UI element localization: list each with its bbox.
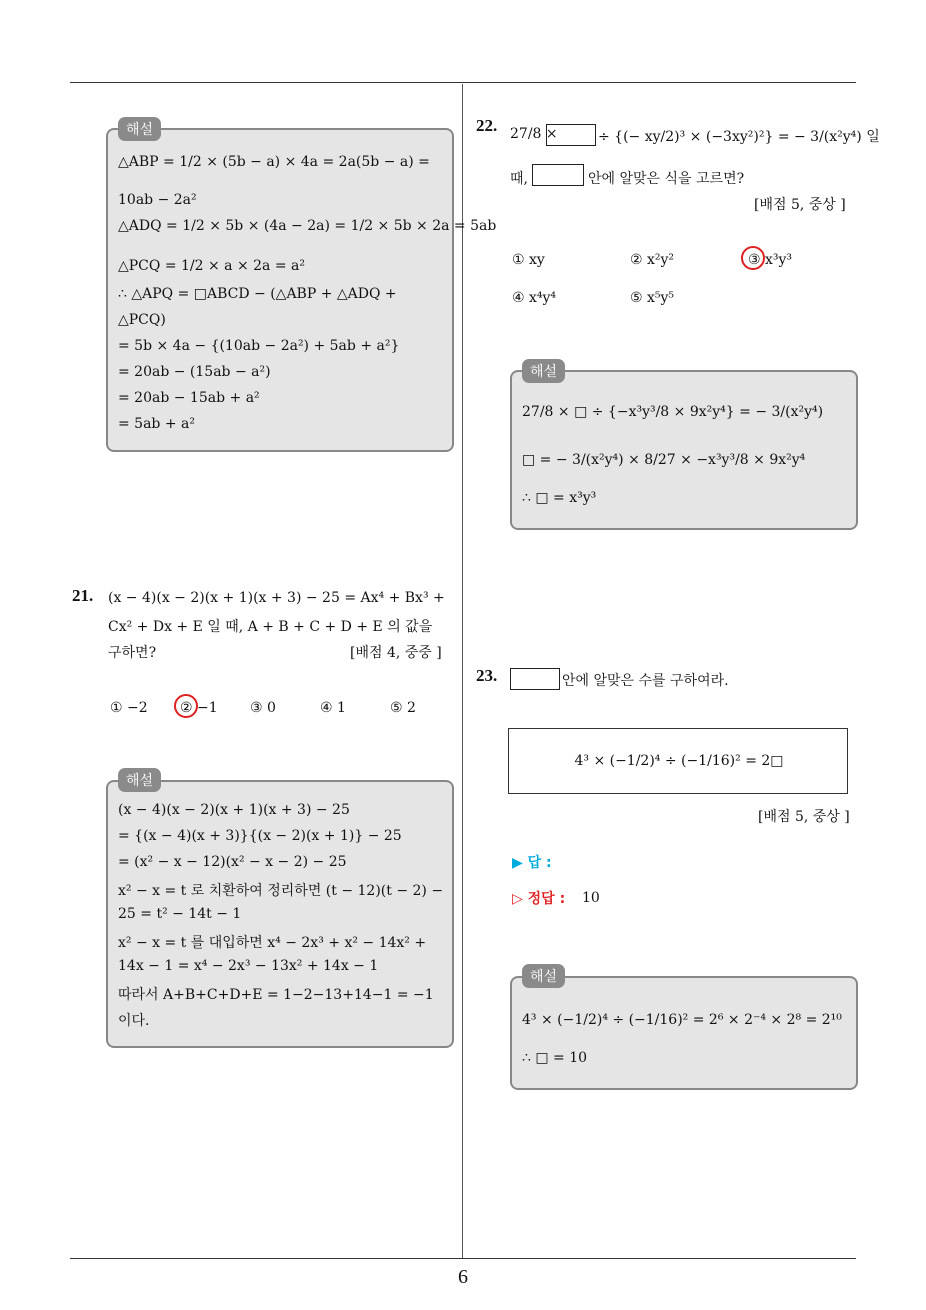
q22-solution-line-2: □ = − 3/(x²y⁴) × 8/27 × −x³y³/8 × 9x²y⁴ bbox=[522, 452, 806, 468]
q23-solution-line-1: 4³ × (−1/2)⁴ ÷ (−1/16)² = 2⁶ × 2⁻⁴ × 2⁸ = 2¹⁰ bbox=[522, 1012, 842, 1028]
q22-solution-box bbox=[510, 370, 858, 530]
q21-question-line-3: 구하면? bbox=[108, 645, 157, 661]
q23-expression-box bbox=[508, 728, 848, 794]
q21-solution-line-7: 14x − 1 = x⁴ − 2x³ − 13x² + 14x − 1 bbox=[118, 958, 379, 974]
q22-number: 22. bbox=[476, 116, 498, 135]
q20-solution-line-9: = 20ab − 15ab + a² bbox=[118, 390, 260, 406]
q21-option-5[interactable]: ⑤ 2 bbox=[390, 700, 416, 716]
q21-option-1[interactable]: ① −2 bbox=[110, 700, 148, 716]
q20-solution-line-1: △ABP = 1/2 × (5b − a) × 4a = 2a(5b − a) = bbox=[118, 154, 430, 170]
q20-solution-line-8: = 20ab − (15ab − a²) bbox=[118, 364, 271, 380]
q23-question: 안에 알맞은 수를 구하여라. bbox=[562, 673, 729, 689]
q23-number: 23. bbox=[476, 666, 498, 685]
q22-option-3[interactable]: ③ x³y³ bbox=[748, 252, 793, 268]
q23-solution-line-2: ∴ □ = 10 bbox=[522, 1050, 588, 1066]
q20-solution-line-6: △PCQ) bbox=[118, 312, 166, 328]
q20-solution-line-5: ∴ △APQ = □ABCD − (△ABP + △ADQ + bbox=[118, 286, 397, 302]
q21-meta: [배점 4, 중중 ] bbox=[350, 645, 442, 661]
q21-solution-line-9: 이다. bbox=[118, 1013, 150, 1029]
q22-meta: [배점 5, 중상 ] bbox=[754, 197, 846, 213]
q22-option-2[interactable]: ② x²y² bbox=[630, 252, 675, 268]
bottom-rule bbox=[70, 1258, 856, 1259]
q23-correct-label: ▷ 정답 : bbox=[512, 891, 566, 907]
q23-answer-label: ▶ 답 : bbox=[512, 855, 552, 871]
q22-solution-line-3: ∴ □ = x³y³ bbox=[522, 490, 597, 506]
q21-solution-line-8: 따라서 A+B+C+D+E = 1−2−13+14−1 = −1 bbox=[118, 987, 434, 1003]
q22-selected-mark bbox=[741, 246, 765, 270]
q21-selected-mark bbox=[174, 694, 198, 718]
q22-option-1[interactable]: ① xy bbox=[512, 252, 545, 268]
q20-solution-line-4: △PCQ = 1/2 × a × 2a = a² bbox=[118, 258, 305, 274]
q23-explain-tag: 해설 bbox=[522, 964, 565, 988]
q22-blank-box[interactable] bbox=[546, 124, 596, 146]
q22-line1-part-b: ÷ {(− xy/2)³ × (−3xy²)²} = − 3/(x²y⁴) 일 bbox=[598, 129, 880, 145]
q21-number: 21. bbox=[72, 586, 94, 605]
q23-expression: 4³ × (−1/2)⁴ ÷ (−1/16)² = 2□ bbox=[574, 753, 784, 769]
q21-solution-line-6: x² − x = t 를 대입하면 x⁴ − 2x³ + x² − 14x² + bbox=[118, 935, 427, 951]
q21-solution-line-1: (x − 4)(x − 2)(x + 1)(x + 3) − 25 bbox=[118, 802, 350, 818]
q20-explain-tag: 해설 bbox=[118, 117, 161, 141]
q20-solution-line-10: = 5ab + a² bbox=[118, 416, 195, 432]
q22-option-5[interactable]: ⑤ x⁵y⁵ bbox=[630, 290, 675, 306]
q21-solution-box bbox=[106, 780, 454, 1048]
top-rule bbox=[70, 82, 856, 83]
q22-line2-part-b: 안에 알맞은 식을 고르면? bbox=[588, 171, 745, 187]
q22-solution-line-1: 27/8 × □ ÷ {−x³y³/8 × 9x²y⁴} = − 3/(x²y⁴) bbox=[522, 404, 824, 420]
q22-explain-tag: 해설 bbox=[522, 359, 565, 383]
q20-solution-box bbox=[106, 128, 497, 452]
q23-meta: [배점 5, 중상 ] bbox=[758, 809, 850, 825]
q23-blank-box[interactable] bbox=[510, 668, 560, 690]
q23-correct-value: 10 bbox=[582, 890, 600, 906]
q20-solution-line-3: △ADQ = 1/2 × 5b × (4a − 2a) = 1/2 × 5b × 2a = 5ab bbox=[118, 218, 497, 234]
q21-explain-tag: 해설 bbox=[118, 768, 161, 792]
q20-solution-line-2: 10ab − 2a² bbox=[118, 192, 197, 208]
q22-line2-part-a: 때, bbox=[510, 171, 528, 187]
column-divider bbox=[462, 84, 463, 1258]
q21-option-4[interactable]: ④ 1 bbox=[320, 700, 346, 716]
q20-solution-line-7: = 5b × 4a − {(10ab − 2a²) + 5ab + a²} bbox=[118, 338, 400, 354]
q21-solution-line-3: = (x² − x − 12)(x² − x − 2) − 25 bbox=[118, 854, 347, 870]
page-number: 6 bbox=[458, 1266, 468, 1288]
q21-solution-line-4: x² − x = t 로 치환하여 정리하면 (t − 12)(t − 2) − bbox=[118, 883, 444, 899]
q22-blank-box-2[interactable] bbox=[532, 164, 584, 186]
q21-solution-line-2: = {(x − 4)(x + 3)}{(x − 2)(x + 1)} − 25 bbox=[118, 828, 402, 844]
q21-option-3[interactable]: ③ 0 bbox=[250, 700, 276, 716]
q23-solution-box bbox=[510, 976, 858, 1090]
q21-question-line-1: (x − 4)(x − 2)(x + 1)(x + 3) − 25 = Ax⁴ + Bx³ + bbox=[108, 590, 445, 606]
q22-line1-part-a: 27/8 × bbox=[510, 126, 558, 142]
q21-solution-line-5: 25 = t² − 14t − 1 bbox=[118, 906, 242, 922]
q21-option-2[interactable]: ② −1 bbox=[180, 700, 218, 716]
q22-option-4[interactable]: ④ x⁴y⁴ bbox=[512, 290, 557, 306]
q21-question-line-2: Cx² + Dx + E 일 때, A + B + C + D + E 의 값을 bbox=[108, 619, 433, 635]
